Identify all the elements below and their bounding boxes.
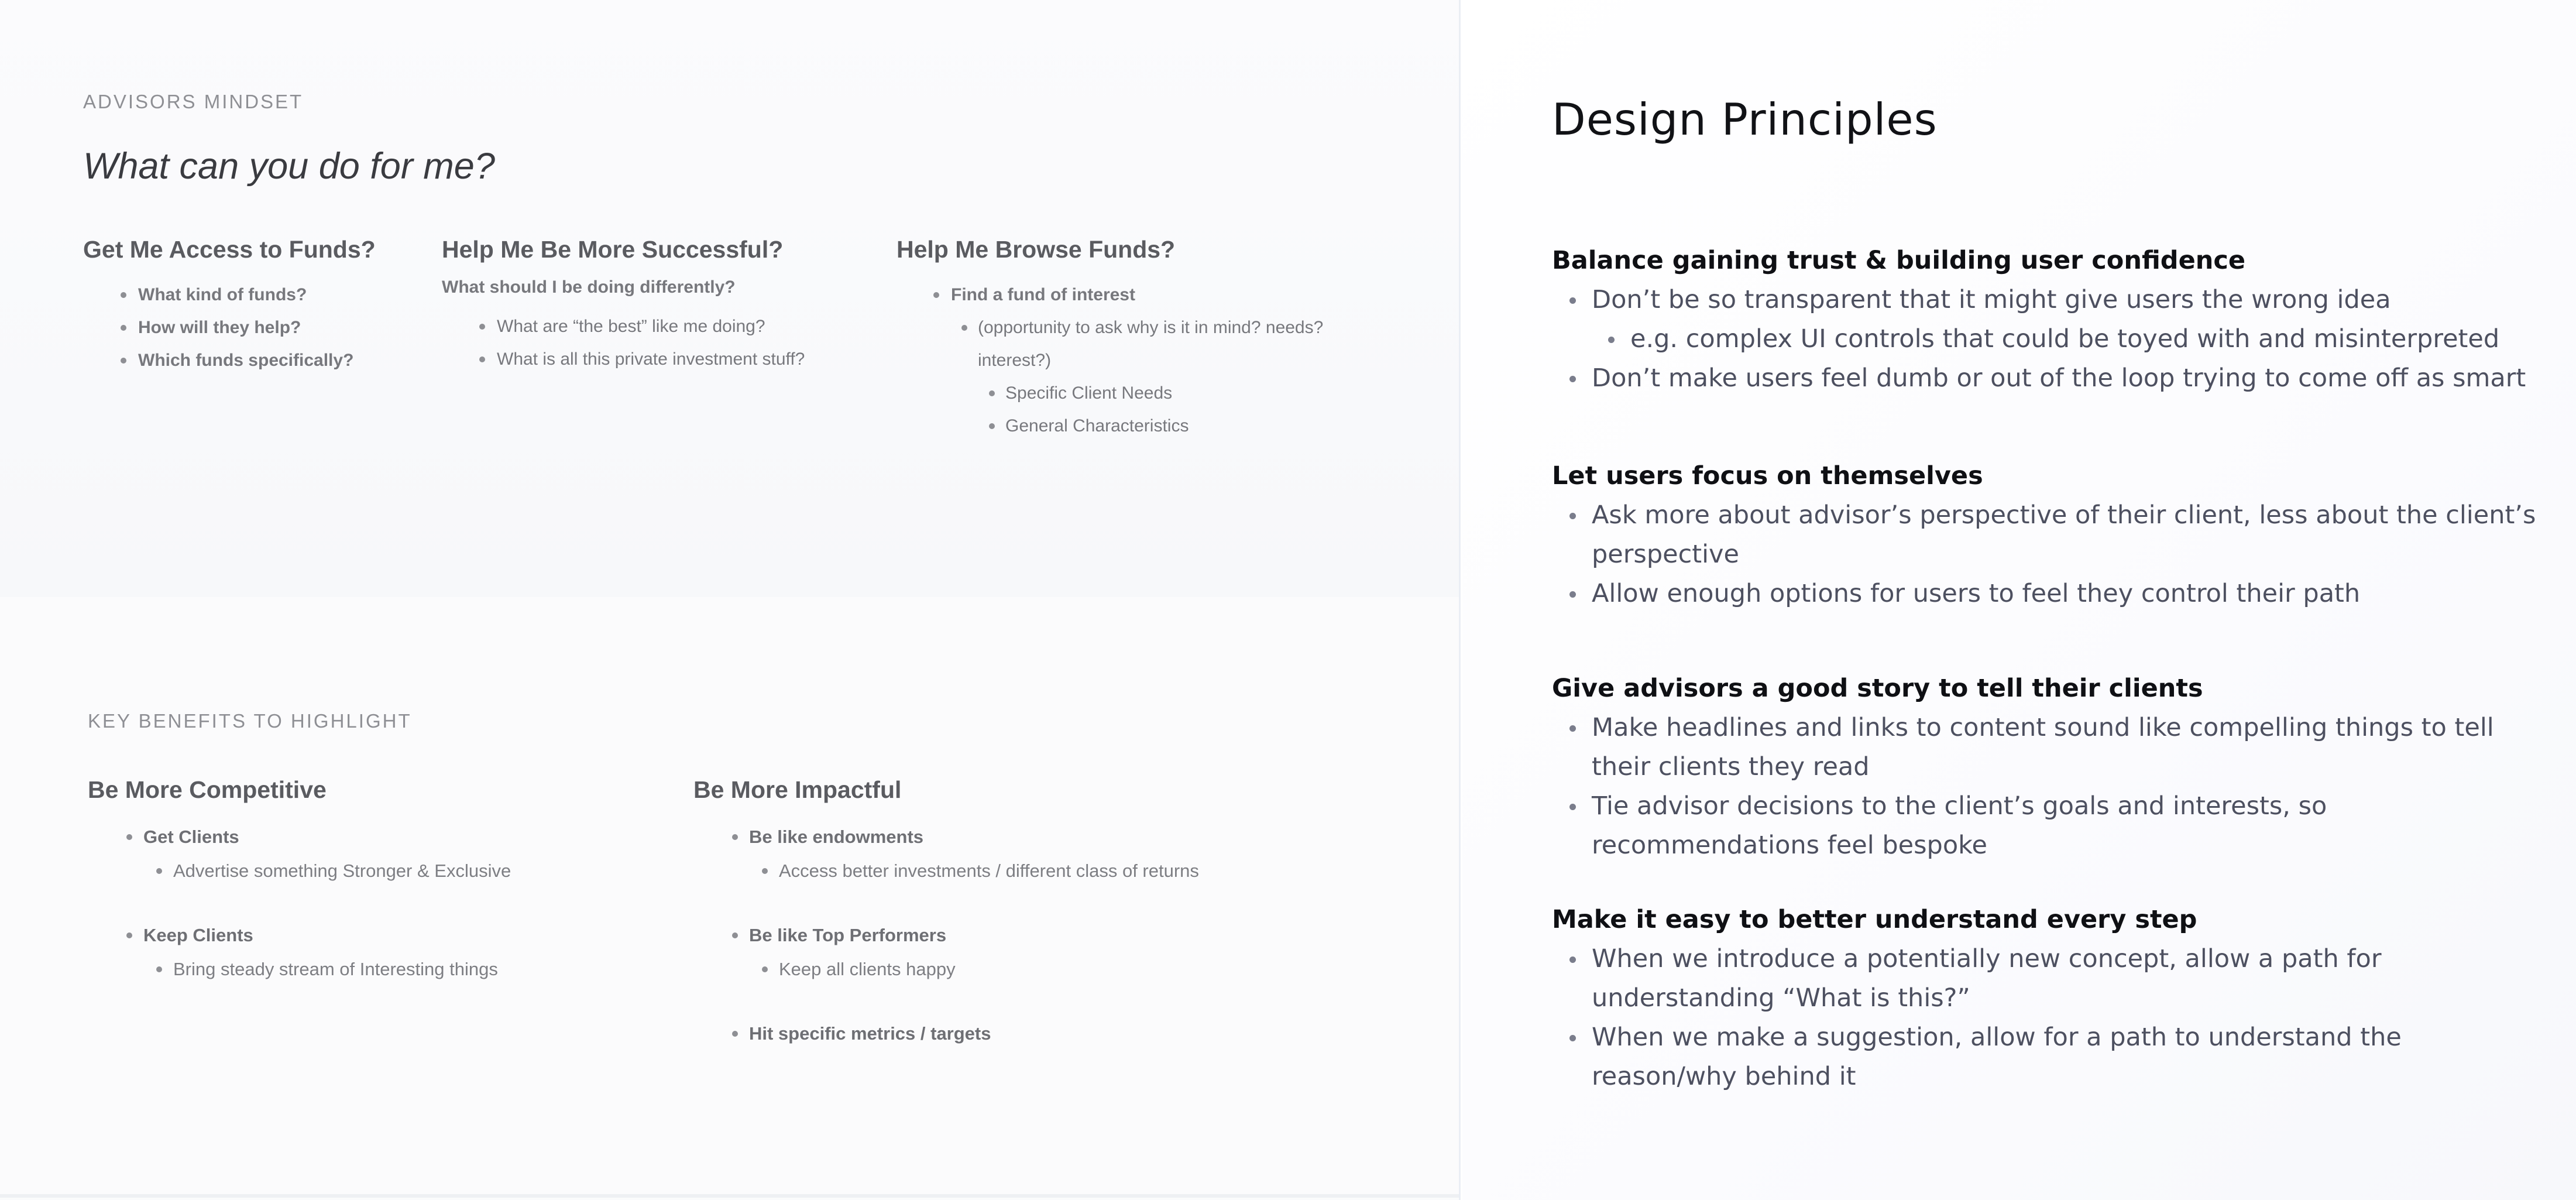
list-item: Tie advisor decisions to the client’s goals and interests, so recommendations feel bespoke [1552,787,2547,865]
principle-section [1552,456,2547,613]
principle-bullets [1552,708,2547,865]
list-item: General Characteristics [897,410,1399,443]
column-more-competitive [88,776,511,1017]
list-item [693,820,1199,888]
list-item: Ask more about advisor’s perspective of their client, less about the client’s perspective [1552,496,2547,574]
principle-section [1552,241,2547,398]
principle-bullets [1552,280,2547,398]
list-item: When we introduce a potentially new concept, allow a path for understanding “What is this?” [1552,940,2547,1018]
benefits-overline: KEY BENEFITS TO HIGHLIGHT [88,710,412,732]
list-item: What kind of funds? [83,279,376,311]
benefit-sub: Access better investments / different class of returns [693,854,1199,888]
benefit-main: Get Clients [88,820,511,854]
advisors-mindset-card [0,0,1459,597]
mindset-question: What can you do for me? [83,146,495,187]
design-principles-panel [1462,0,2576,1200]
page-title: Design Principles [1552,94,1938,145]
principle-heading: Give advisors a good story to tell their clients [1552,674,2203,703]
list-item [693,1017,1199,1051]
principle-bullets [1552,940,2547,1096]
competitive-list [88,820,511,986]
access-funds-list [83,279,376,377]
list-item: Find a fund of interest [897,279,1399,311]
principle-heading: Let users focus on themselves [1552,461,1983,491]
list-item: What are “the best” like me doing? [442,310,805,343]
impactful-list [693,820,1199,1051]
list-item: What is all this private investment stuff? [442,343,805,376]
more-successful-list [442,310,805,376]
list-item: Which funds specifically? [83,344,376,377]
mindset-overline: ADVISORS MINDSET [83,91,304,112]
list-item: Make headlines and links to content sound like compelling things to tell their clients they read [1552,708,2547,787]
column-title: Help Me Browse Funds? [897,236,1176,263]
column-access-funds [83,236,376,377]
list-item: When we make a suggestion, allow for a path to understand the reason/why behind it [1552,1018,2547,1096]
list-item [693,918,1199,986]
list-item: Don’t be so transparent that it might give users the wrong idea [1552,280,2547,320]
principle-section [1552,900,2547,1096]
column-more-impactful [693,776,1199,1081]
column-browse-funds [897,236,1399,443]
list-item: Allow enough options for users to feel they control their path [1552,574,2547,613]
benefit-sub: Advertise something Stronger & Exclusive [88,854,511,888]
column-subtitle: What should I be doing differently? [442,277,736,297]
column-title: Be More Impactful [693,776,902,803]
list-item: Don’t make users feel dumb or out of the loop trying to come off as smart [1552,359,2547,398]
list-item: (opportunity to ask why is it in mind? needs? interest?) [897,311,1399,377]
column-title: Help Me Be More Successful? [442,236,784,263]
list-item [88,820,511,888]
benefit-main: Hit specific metrics / targets [693,1017,1199,1051]
benefit-main: Keep Clients [88,918,511,952]
benefit-main: Be like Top Performers [693,918,1199,952]
column-title: Be More Competitive [88,776,327,803]
key-benefits-card [0,615,1459,1198]
list-item [88,918,511,986]
principle-section [1552,668,2547,865]
principle-bullets [1552,496,2547,613]
principle-heading: Make it easy to better understand every step [1552,905,2197,934]
principle-heading: Balance gaining trust & building user confidence [1552,246,2246,275]
column-title: Get Me Access to Funds? [83,236,376,263]
benefit-sub: Keep all clients happy [693,952,1199,986]
benefit-sub: Bring steady stream of Interesting things [88,952,511,986]
browse-funds-list [897,279,1399,443]
list-item: How will they help? [83,311,376,344]
list-item: Specific Client Needs [897,377,1399,410]
list-item: e.g. complex UI controls that could be toyed with and misinterpreted [1552,320,2547,359]
column-more-successful [442,236,805,376]
benefit-main: Be like endowments [693,820,1199,854]
